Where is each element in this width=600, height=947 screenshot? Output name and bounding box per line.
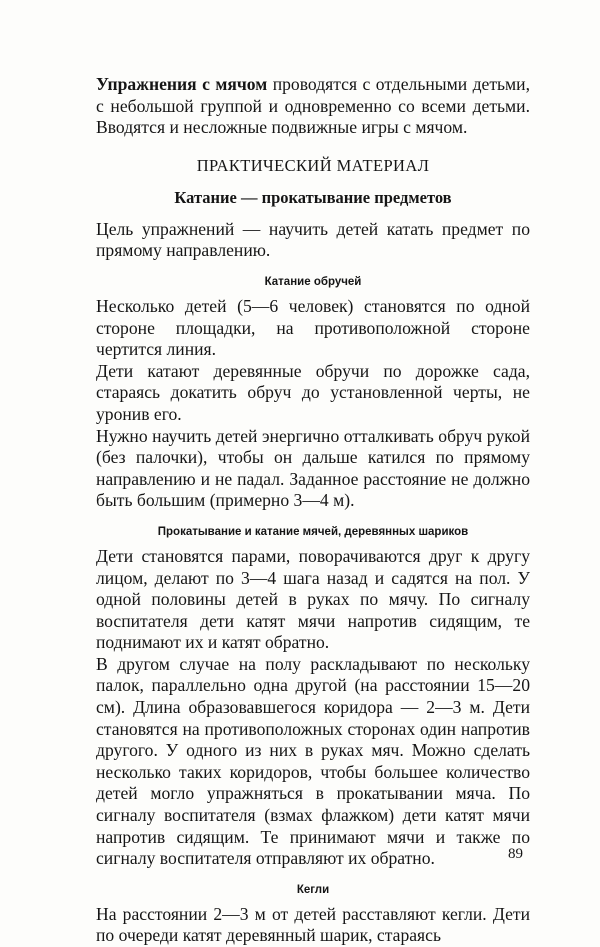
intro-lead: Упражнения с мячом xyxy=(96,74,268,94)
hoop-paragraph-2: Дети катают деревянные обручи по дорожке сада, стараясь докатить обруч до установленной черты, не уронив его. xyxy=(96,360,530,424)
balls-paragraph-2: В другом случае на полу раскладывают по нескольку палок, параллельно одна другой (на расстоянии 15—20 см). Длина образовавшегося коридора — 2—3 м. Дети становятся на противоположных сторонах один напротив другого. У одного из них в руках мяч. Можно сделать несколько таких коридоров, чтобы большее количество детей могло упражняться в прокатывании мяча. По сигналу воспитателя (взмах флажком) дети катят мячи напротив сидящим. Те принимают мячи и также по сигналу воспитателя отправляют их обратно. xyxy=(96,653,530,869)
heading-ball-rolling: Прокатывание и катание мячей, деревянных шариков xyxy=(157,525,469,538)
skittles-paragraph-1: На расстоянии 2—3 м от детей расставляют кегли. Дети по очереди катят деревянный шарик, стараясь xyxy=(96,903,530,946)
intro-paragraph xyxy=(96,74,530,139)
page-number: 89 xyxy=(508,846,523,862)
hoop-paragraph-3: Нужно научить детей энергично отталкивать обруч рукой (без палочки), чтобы он дальше катился по прямому направлению и не падал. Заданное расстояние не должно быть большим (примерно 3—4 м). xyxy=(96,425,530,511)
hoop-paragraph-1: Несколько детей (5—6 человек) становятся по одной стороне площадки, на противоположной стороне чертится линия. xyxy=(96,295,530,360)
subtitle: Катание — прокатывание предметов xyxy=(174,187,452,207)
balls-paragraph-1: Дети становятся парами, поворачиваются друг к другу лицом, делают по 3—4 шага назад и садятся на пол. У одной половины детей в руках по мячу. По сигналу воспитателя дети катят мячи напротив сидящим, те поднимают их и катят обратно. xyxy=(96,545,530,653)
heading-skittles: Кегли xyxy=(296,883,330,896)
page-body xyxy=(96,74,530,947)
intro-text: проводятся с отдельными детьми, с небольшой группой и одновременно со всеми детьми. Вводятся и несложные подвижные игры с мячом. xyxy=(96,74,530,138)
section-title: ПРАКТИЧЕСКИЙ МАТЕРИАЛ xyxy=(196,155,430,175)
heading-hoop-rolling: Катание обручей xyxy=(264,275,362,288)
goal-paragraph: Цель упражнений — научить детей катать предмет по прямому направлению. xyxy=(96,218,530,261)
